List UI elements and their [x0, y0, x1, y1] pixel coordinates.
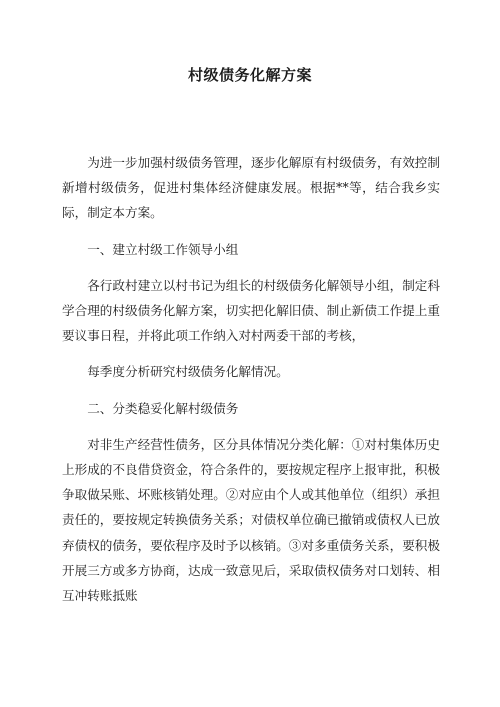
document-body: [62, 150, 440, 619]
intro-paragraph: 为进一步加强村级债务管理，逐步化解原有村级债务，有效控制新增村级债务，促进村集体经济健康发展。根据**等，结合我乡实际，制定本方案。: [62, 155, 440, 221]
section-2-paragraph: 对非生产经营性债务，区分具体情况分类化解：①对村集体历史上形成的不良借贷资金，符合条件的，要按规定程序上报审批，积极争取做呆账、坏账核销处理。②对应由个人或其他单位（组织）承担责任的，要按规定转换债务关系；对债权单位确已撤销或债权人已放弃债权的债务，要依程序及时予以核销。③对多重债务关系，要积极开展三方或多方协商，达成一致意见后，采取债权债务对口划转、相互冲转账抵账: [62, 436, 440, 604]
section-1-paragraph: 各行政村建立以村书记为组长的村级债务化解领导小组，制定科学合理的村级债务化解方案，切实把化解旧债、制止新债工作提上重要议事日程，并将此项工作纳入对村两委干部的考核，: [62, 277, 440, 344]
document-title: 村级债务化解方案: [187, 66, 312, 84]
section-1-paragraph-continued: 每季度分析研究村级债务化解情况。: [87, 364, 289, 380]
section-heading-1: 一、建立村级工作领导小组: [87, 241, 239, 257]
section-heading-2: 二、分类稳妥化解村级债务: [87, 400, 239, 416]
